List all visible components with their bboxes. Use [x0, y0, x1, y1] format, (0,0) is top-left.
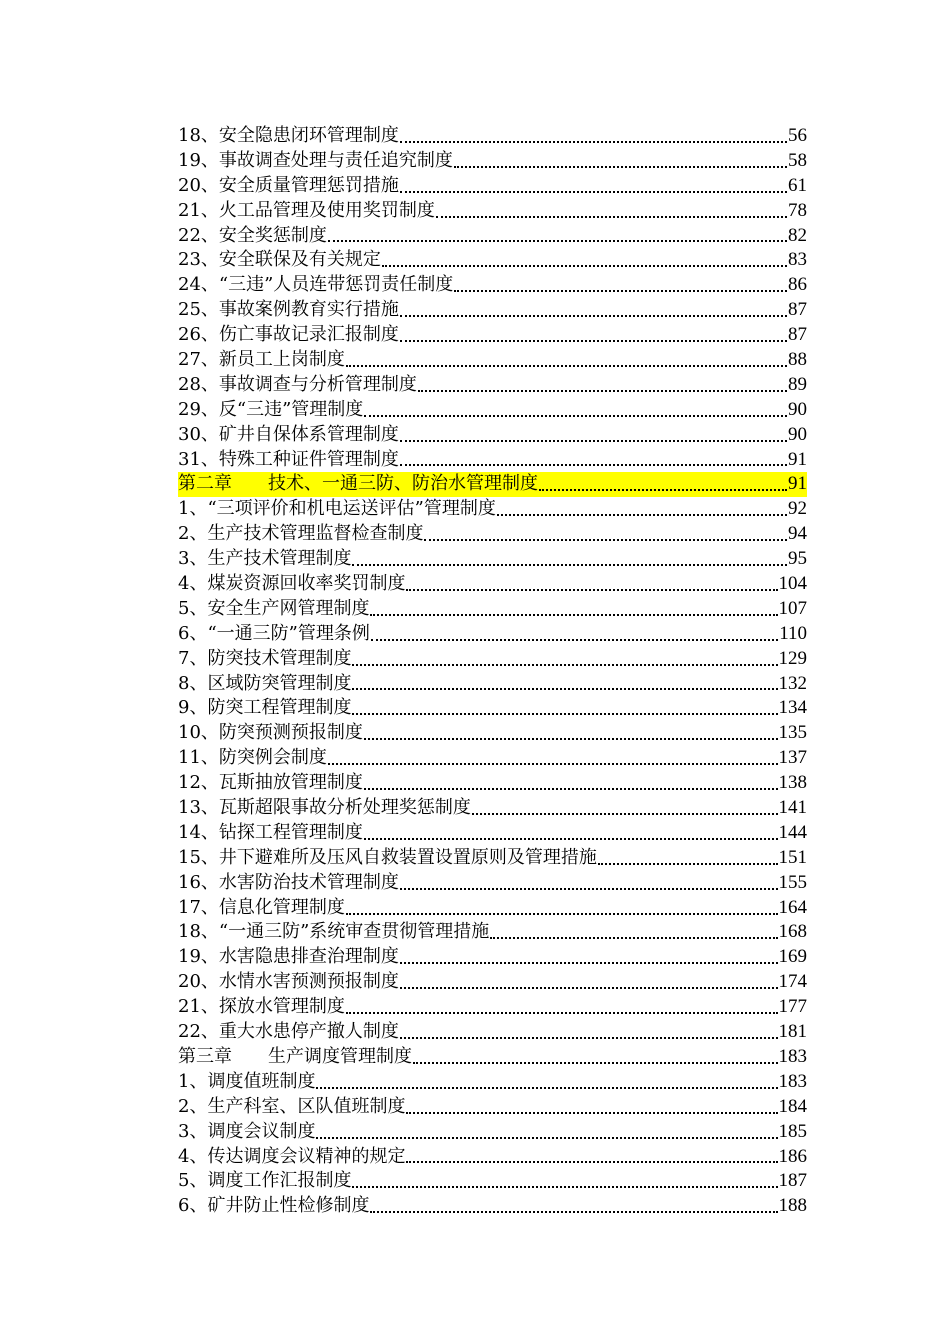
toc-entry[interactable]: [178, 1194, 807, 1219]
toc-entry-title: 8、区域防突管理制度: [178, 672, 352, 694]
toc-entry-page-number: 188: [778, 1195, 807, 1217]
toc-entry-page-number: 91: [788, 448, 807, 470]
toc-entry-page-number: 169: [778, 946, 807, 968]
dot-leader: [370, 613, 777, 616]
toc-entry-title: 18、安全隐患闭环管理制度: [178, 124, 399, 146]
dot-leader: [424, 538, 787, 541]
dot-leader: [364, 414, 787, 417]
toc-entry[interactable]: [178, 248, 807, 273]
toc-entry-page-number: 186: [778, 1145, 807, 1167]
dot-leader: [352, 1185, 777, 1188]
toc-entry-title: 19、水害隐患排查治理制度: [178, 946, 399, 968]
dot-leader: [364, 837, 778, 840]
dot-leader: [406, 588, 777, 591]
toc-entry-page-number: 135: [778, 722, 807, 744]
toc-entry-page-number: 94: [788, 523, 807, 545]
toc-entry-title: 1、“三项评价和机电运送评估”管理制度: [178, 498, 496, 520]
toc-entry-page-number: 164: [778, 896, 807, 918]
toc-entry-title: 9、防突工程管理制度: [178, 697, 352, 719]
toc-entry-page-number: 144: [778, 821, 807, 843]
toc-entry-title: 2、生产科室、区队值班制度: [178, 1095, 406, 1117]
toc-entry[interactable]: [178, 746, 807, 771]
toc-entry-page-number: 184: [778, 1095, 807, 1117]
toc-entry[interactable]: [178, 771, 807, 796]
toc-entry-page-number: 56: [788, 124, 807, 146]
toc-entry-page-number: 87: [788, 299, 807, 321]
toc-entry-title: 7、防突技术管理制度: [178, 647, 352, 669]
toc-chapter-entry-highlighted[interactable]: [178, 472, 807, 497]
toc-entry[interactable]: [178, 373, 807, 398]
toc-entry-title: 6、“一通三防”管理条例: [178, 622, 370, 644]
toc-entry-page-number: 129: [778, 647, 807, 669]
toc-entry[interactable]: [178, 1120, 807, 1145]
toc-entry-title: 3、调度会议制度: [178, 1120, 316, 1142]
toc-entry[interactable]: [178, 647, 807, 672]
toc-entry[interactable]: [178, 1095, 807, 1120]
dot-leader: [400, 439, 787, 442]
dot-leader: [352, 663, 777, 666]
toc-entry-page-number: 88: [788, 349, 807, 370]
toc-entry-title: 第三章 生产调度管理制度: [178, 1045, 412, 1067]
toc-entry-title: 4、煤炭资源回收率奖罚制度: [178, 573, 406, 595]
dot-leader: [400, 314, 787, 317]
toc-entry[interactable]: [178, 149, 807, 174]
toc-entry-title: 21、探放水管理制度: [178, 996, 345, 1018]
toc-entry[interactable]: [178, 672, 807, 697]
toc-entry-title: 16、水害防治技术管理制度: [178, 871, 399, 893]
toc-entry-title: 23、安全联保及有关规定: [178, 249, 381, 271]
toc-entry-page-number: 174: [778, 971, 807, 993]
toc-entry-page-number: 183: [778, 1045, 807, 1067]
toc-entry-title: 22、安全奖惩制度: [178, 224, 327, 246]
toc-entry-page-number: 107: [778, 597, 807, 619]
toc-entry[interactable]: [178, 622, 807, 647]
toc-entry[interactable]: [178, 448, 807, 473]
toc-entry-title: 27、新员工上岗制度: [178, 349, 345, 370]
toc-entry-page-number: 61: [788, 174, 807, 196]
dot-leader: [346, 912, 778, 915]
toc-entry[interactable]: [178, 1070, 807, 1095]
toc-entry-title: 25、事故案例教育实行措施: [178, 299, 399, 321]
toc-entry[interactable]: [178, 572, 807, 597]
toc-entry-title: 11、防突例会制度: [178, 747, 327, 769]
toc-entry-title: 26、伤亡事故记录汇报制度: [178, 324, 399, 346]
toc-entry-page-number: 132: [778, 672, 807, 694]
dot-leader: [406, 1160, 777, 1163]
toc-entry[interactable]: [178, 821, 807, 846]
toc-entry-title: 18、“一通三防”系统审查贯彻管理措施: [178, 921, 490, 943]
toc-entry-page-number: 90: [788, 398, 807, 420]
dot-leader: [382, 264, 787, 267]
dot-leader: [413, 1061, 778, 1064]
dot-leader: [346, 1011, 778, 1014]
dot-leader: [328, 762, 778, 765]
toc-entry-page-number: 137: [778, 747, 807, 769]
dot-leader: [454, 289, 787, 292]
toc-entry-title: 15、井下避难所及压风自救装置设置原则及管理措施: [178, 846, 597, 868]
dot-leader: [400, 339, 787, 342]
toc-entry-title: 14、钻探工程管理制度: [178, 821, 363, 843]
toc-entry-page-number: 92: [788, 498, 807, 520]
toc-entry-page-number: 151: [778, 846, 807, 868]
toc-entry-page-number: 89: [788, 373, 807, 395]
toc-entry[interactable]: [178, 497, 807, 522]
toc-entry[interactable]: [178, 1169, 807, 1194]
dot-leader: [454, 165, 787, 168]
toc-entry-page-number: 183: [778, 1070, 807, 1092]
dot-leader: [400, 140, 787, 143]
toc-entry[interactable]: [178, 921, 807, 946]
toc-entry[interactable]: [178, 273, 807, 298]
toc-entry-page-number: 87: [788, 324, 807, 346]
toc-entry[interactable]: [178, 721, 807, 746]
toc-entry-title: 31、特殊工种证件管理制度: [178, 448, 399, 470]
toc-entry[interactable]: [178, 224, 807, 249]
toc-entry-page-number: 83: [788, 249, 807, 271]
toc-entry[interactable]: [178, 1045, 807, 1070]
toc-entry-title: 29、反“三违”管理制度: [178, 398, 364, 420]
toc-entry-page-number: 134: [778, 697, 807, 719]
toc-entry[interactable]: [178, 323, 807, 348]
toc-entry-title: 2、生产技术管理监督检查制度: [178, 523, 424, 545]
toc-entry-title: 6、矿井防止性检修制度: [178, 1195, 370, 1217]
dot-leader: [352, 712, 777, 715]
dot-leader: [400, 1036, 778, 1039]
dot-leader: [371, 638, 778, 641]
toc-entry-page-number: 138: [778, 772, 807, 794]
dot-leader: [316, 1086, 777, 1089]
toc-entry-title: 17、信息化管理制度: [178, 896, 345, 918]
dot-leader: [497, 513, 787, 516]
toc-entry-title: 28、事故调查与分析管理制度: [178, 373, 417, 395]
toc-entry[interactable]: [178, 796, 807, 821]
table-of-contents: [178, 124, 807, 1219]
toc-entry-page-number: 78: [788, 199, 807, 221]
toc-entry-page-number: 82: [788, 224, 807, 246]
dot-leader: [352, 563, 787, 566]
toc-entry-page-number: 104: [778, 573, 807, 595]
toc-entry-title: 4、传达调度会议精神的规定: [178, 1145, 406, 1167]
toc-entry[interactable]: [178, 547, 807, 572]
dot-leader: [364, 737, 778, 740]
dot-leader: [400, 190, 787, 193]
toc-entry[interactable]: [178, 298, 807, 323]
toc-entry-title: 20、安全质量管理惩罚措施: [178, 174, 399, 196]
toc-entry-page-number: 141: [778, 797, 807, 819]
toc-entry-page-number: 58: [788, 149, 807, 171]
toc-entry-page-number: 168: [778, 921, 807, 943]
toc-entry-title: 20、水情水害预测预报制度: [178, 971, 399, 993]
toc-entry[interactable]: [178, 970, 807, 995]
toc-entry[interactable]: [178, 1020, 807, 1045]
toc-entry-title: 22、重大水患停产撤人制度: [178, 1021, 399, 1043]
toc-entry-page-number: 185: [778, 1120, 807, 1142]
dot-leader: [352, 687, 777, 690]
dot-leader: [346, 364, 787, 367]
dot-leader: [316, 1136, 777, 1139]
toc-entry[interactable]: [178, 846, 807, 871]
dot-leader: [490, 936, 777, 939]
toc-entry-title: 10、防突预测预报制度: [178, 722, 363, 744]
dot-leader: [364, 787, 778, 790]
toc-entry[interactable]: [178, 597, 807, 622]
toc-entry[interactable]: [178, 522, 807, 547]
dot-leader: [400, 887, 778, 890]
toc-entry-page-number: 86: [788, 274, 807, 296]
toc-entry-title: 30、矿井自保体系管理制度: [178, 423, 399, 445]
toc-entry[interactable]: [178, 423, 807, 448]
dot-leader: [400, 961, 778, 964]
dot-leader: [598, 862, 778, 865]
toc-entry[interactable]: [178, 348, 807, 373]
toc-entry-title: 24、“三违”人员连带惩罚责任制度: [178, 274, 454, 296]
toc-entry-title: 21、火工品管理及使用奖罚制度: [178, 199, 435, 221]
dot-leader: [539, 488, 787, 491]
toc-entry[interactable]: [178, 199, 807, 224]
dot-leader: [400, 463, 787, 466]
toc-entry-page-number: 91: [788, 473, 807, 495]
dot-leader: [418, 389, 787, 392]
toc-entry-page-number: 95: [788, 548, 807, 570]
toc-entry[interactable]: [178, 174, 807, 199]
toc-entry[interactable]: [178, 995, 807, 1020]
toc-entry-title: 3、生产技术管理制度: [178, 548, 352, 570]
toc-entry[interactable]: [178, 1145, 807, 1170]
dot-leader: [400, 986, 778, 989]
toc-entry[interactable]: [178, 124, 807, 149]
toc-entry-title: 5、安全生产网管理制度: [178, 597, 370, 619]
dot-leader: [406, 1111, 777, 1114]
toc-entry-page-number: 177: [778, 996, 807, 1018]
toc-entry-title: 第二章 技术、一通三防、防治水管理制度: [178, 473, 538, 495]
toc-entry-page-number: 110: [779, 622, 807, 644]
toc-entry-title: 1、调度值班制度: [178, 1070, 316, 1092]
toc-entry-title: 13、瓦斯超限事故分析处理奖惩制度: [178, 797, 471, 819]
dot-leader: [328, 239, 787, 242]
toc-entry[interactable]: [178, 696, 807, 721]
toc-entry-title: 19、事故调查处理与责任追究制度: [178, 149, 453, 171]
dot-leader: [370, 1210, 777, 1213]
toc-entry[interactable]: [178, 871, 807, 896]
toc-entry-page-number: 90: [788, 423, 807, 445]
toc-entry[interactable]: [178, 896, 807, 921]
toc-entry-page-number: 181: [778, 1021, 807, 1043]
toc-entry-title: 5、调度工作汇报制度: [178, 1170, 352, 1192]
toc-entry-title: 12、瓦斯抽放管理制度: [178, 772, 363, 794]
dot-leader: [472, 812, 778, 815]
toc-entry[interactable]: [178, 398, 807, 423]
toc-entry[interactable]: [178, 945, 807, 970]
toc-entry-page-number: 187: [778, 1170, 807, 1192]
dot-leader: [436, 215, 787, 218]
toc-entry-page-number: 155: [778, 871, 807, 893]
